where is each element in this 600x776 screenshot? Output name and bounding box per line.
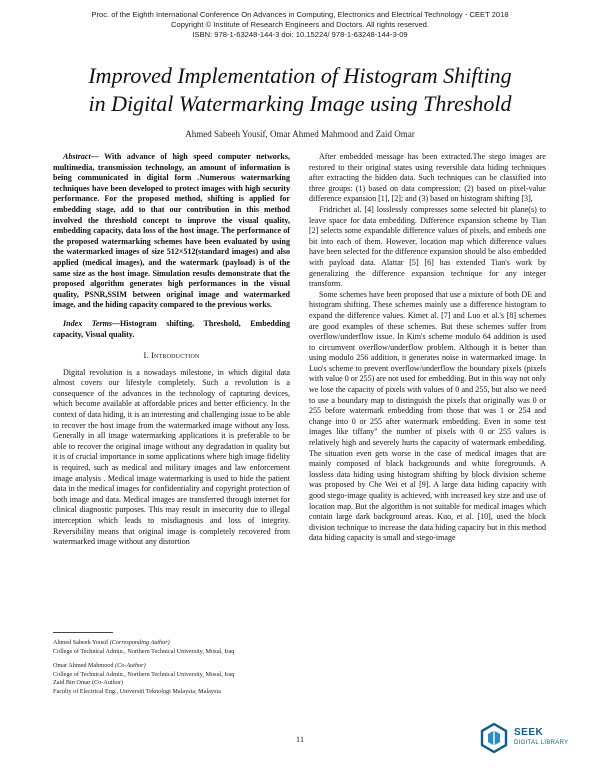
paragraph: After embedded message has been extracted.The stego images are restored to their original states using reversible data hiding techniques after extracting the hidden data. Such techniques can be classified into three groups: (1) based on data compression; (2) based on pixel-value difference expansion [1], [2]; and (3) based on histogram shifting [3], bbox=[309, 152, 546, 204]
footnote-role: (Corresponding Author) bbox=[109, 639, 170, 646]
seek-logo-icon bbox=[478, 722, 510, 754]
header-line-2: Copyright © Institute of Research Engineers and Doctors. All rights reserved. bbox=[171, 20, 429, 29]
abstract-label: Abstract bbox=[63, 152, 91, 161]
index-terms bbox=[53, 319, 290, 340]
conference-header bbox=[0, 10, 600, 40]
section-title: Introduction bbox=[151, 351, 200, 361]
right-column bbox=[309, 152, 546, 544]
footnote-name: Ahmed Sabeeh Yousif bbox=[53, 639, 109, 646]
paragraph: Digital revolution is a nowadays milestone, in which digital data almost covers our lifestyle completely. Such a revolution is a consequence of the advances in the technology of capturing devices, which become available at affordable prices and better efficiency. In the context of data hiding, it is an interesting and challenging issue to be able to recover the host image from the watermarked image without any loss. Generally in all image watermarking applications it is preferable to be able to recover the original image without any degradation in quality but it is of crucial importance in some applications where high image fidelity is required, such as medical and military images and law enforcement image analysis . Medical image watermarking is used to hide the patient data in the medical images for confidentiality and copyright protection of both image and data. Medical images are transferred through internet for clinical diagnostic purposes. This may result in insecurity due to illegal interception which leads to misdiagnosis and loss of integrity. Reversibility means that original image is completely recovered from watermarked image without any distortion bbox=[53, 367, 290, 547]
footnote-rule bbox=[53, 632, 113, 633]
section-heading bbox=[53, 351, 290, 362]
paper-title bbox=[40, 62, 560, 118]
header-line-1: Proc. of the Eighth International Conference On Advances in Computing, Electronics and Electrical Technology - CEET 2018 bbox=[91, 10, 509, 19]
index-terms-text: —Histogram shifting, Threshold, Embedding capacity, Visual quality. bbox=[53, 318, 290, 339]
paragraph: Fridrichet al. [4] losslessly compresses some selected bit plane(s) to leave space for data embedding. Difference expansion scheme by Tian [2] selects some expandable difference values of pixels, and embeds one bit into each of them. However, location map which difference values have been selected for the difference expansion should be also embedded with payload data. Alattar [5] [6] has extended Tian's work by generalizing the difference expansion technique for any integer transform. bbox=[309, 204, 546, 289]
author-list: Ahmed Sabeeh Yousif, Omar Ahmed Mahmood and Zaid Omar bbox=[185, 129, 415, 139]
footnote-affiliation: College of Technical Admin., Northern Technical University, Mosul, Iraq bbox=[53, 647, 235, 655]
abstract-text: — With advance of high speed computer networks, multimedia, transmission technology, an amount of information is being communicated in digital form .Numerous watermarking techniques have been developed to protect images with high security performance. For the proposed method, shifting is applied for embedding stage, add to that our contribution in this method involved the threshold concept to improve the visual quality, embedding capacity, data loss of the host image. The performance of the proposed watermarking schemes have been evaluated by using the watermarked images of size 512×512(standard images) and also applied (medical images), and the watermark (payload) is of the same size as the host image. Simulation results demonstrate that the proposed algorithm generates high performances in the visual quality, PSNR,SSIM between original image and watermarked image, and the hiding capacity compared to the previous works. bbox=[53, 152, 290, 310]
footnote-author-2-3 bbox=[53, 662, 290, 696]
title-line-1: Improved Implementation of Histogram Shifting bbox=[88, 63, 512, 88]
logo-line-1: SEEK bbox=[514, 727, 544, 738]
logo-line-2: DIGITAL LIBRARY bbox=[514, 740, 569, 746]
footnote-author-1 bbox=[53, 639, 290, 656]
footnote-affiliation: Faculty of Electrical Eng., Universiti Teknologi Malaysia, Malaysia bbox=[53, 687, 221, 695]
abstract bbox=[53, 152, 290, 311]
section-number: I. bbox=[143, 351, 149, 361]
author-footnotes bbox=[53, 632, 290, 703]
header-line-3: ISBN: 978-1-63248-144-3 doi: 10.15224/ 978-1-63248-144-3-09 bbox=[192, 30, 408, 39]
left-column bbox=[53, 152, 290, 548]
page-number: 11 bbox=[295, 734, 305, 744]
footnote-affiliation: College of Technical Admin., Northern Technical University, Mosul, Iraq bbox=[53, 670, 235, 678]
index-terms-label: Index Terms bbox=[63, 318, 112, 328]
footnote-name: Omar Ahmed Mahmood bbox=[53, 662, 114, 670]
seek-digital-library-logo bbox=[478, 718, 598, 758]
paragraph: Some schemes have been proposed that use a mixture of both DE and histogram shifting. These schemes mainly use a difference histogram to expand the difference values. Kimet al. [7] and Luo et al.'s [8] schemes are good examples of these schemes. But these schemes suffer from overflow/underflow issue. In Kim's scheme modulo 64 addition is used to circumvent overflow/underflow problem. Although it is better than using modulo 256 addition, it generates noise in watermarked image. In Luo's scheme to prevent overflow/underflow the boundary pixels (pixels with value 0 or 255) are not used for embedding. But in this way not only we lose the capacity of pixels with values of 0 and 255, but also we need to use a boundary map to distinguish the pixels that originally was 0 or 255 before watermark embedding from those that was 1 or 254 and change into 0 or 255 after watermark embedding. Even in some test images like tiffany" the number of pixels with 0 or 255 values is relatively high and severely hurts the capacity of watermark embedding. The situation even gets worse in the case of medical images that are mainly composed of black backgrounds and white foregrounds. A lossless data hiding using histogram shifting by block division scheme was proposed by Che Wei et al [9]. A large data hiding capacity with good stego-image quality is achieved, with increased key size and use of location map. But the algorithm is not suitable for medical images which contain large dark background areas. Kuo, et al. [10], used the block division technique to increase the data hiding capacity but in this method data hiding capacity is small and stego-image bbox=[309, 289, 546, 543]
footnote-name: Zaid Bin Omar (Co-Author) bbox=[53, 679, 123, 687]
footnote-role: (Co-Author) bbox=[115, 662, 146, 670]
title-line-2: in Digital Watermarking Image using Threshold bbox=[88, 91, 512, 116]
